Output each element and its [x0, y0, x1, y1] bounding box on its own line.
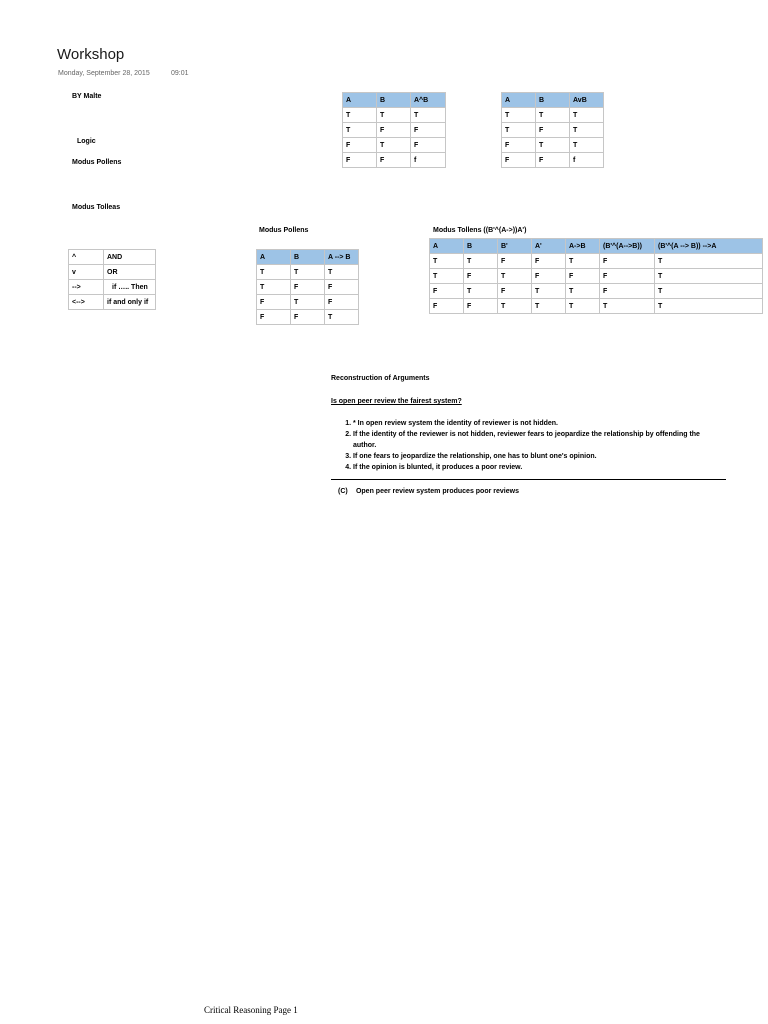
table-cell: T: [464, 284, 498, 299]
table-row: [69, 265, 156, 280]
table-row: [257, 265, 359, 280]
table-cell: T: [570, 138, 604, 153]
header-cell: A --> B: [325, 250, 359, 265]
table-cell: F: [536, 153, 570, 168]
header-cell: A^B: [411, 93, 446, 108]
header-cell: B': [498, 239, 532, 254]
table-cell: F: [430, 284, 464, 299]
operator-meaning: OR: [104, 265, 156, 280]
table-row: [343, 153, 446, 168]
operator-symbol: v: [69, 265, 104, 280]
table-cell: F: [464, 269, 498, 284]
table-cell: T: [566, 299, 600, 314]
header-cell: (B'^(A-->B)): [600, 239, 655, 254]
table-cell: T: [536, 138, 570, 153]
table-cell: F: [600, 269, 655, 284]
table-row: [430, 299, 763, 314]
table-header-row: [343, 93, 446, 108]
header-cell: A: [502, 93, 536, 108]
table-cell: F: [532, 269, 566, 284]
table-cell: T: [257, 280, 291, 295]
premise-list: [331, 418, 713, 473]
header-cell: B: [464, 239, 498, 254]
page-time: 09:01: [171, 70, 189, 77]
modus-tollens-table: [429, 238, 763, 314]
table-row: [69, 250, 156, 265]
table-row: [257, 295, 359, 310]
table-cell: T: [570, 123, 604, 138]
table-cell: T: [502, 108, 536, 123]
table-row: [430, 254, 763, 269]
table-cell: F: [343, 153, 377, 168]
table-cell: T: [325, 265, 359, 280]
table-cell: T: [257, 265, 291, 280]
table-cell: T: [502, 123, 536, 138]
table-cell: F: [430, 299, 464, 314]
table-cell: F: [291, 310, 325, 325]
premise-item: 3. If one fears to jeopardize the relationship, one has to blunt one's opinion.: [353, 451, 713, 462]
table-row: [69, 280, 156, 295]
table-cell: T: [655, 269, 763, 284]
table-row: [343, 123, 446, 138]
table-row: [502, 153, 604, 168]
table-cell: T: [600, 299, 655, 314]
operator-symbol: <-->: [69, 295, 104, 310]
and-truth-table: [342, 92, 446, 168]
operator-meaning: if and only if: [104, 295, 156, 310]
table-row: [257, 280, 359, 295]
page-title: Workshop: [57, 46, 125, 63]
table-cell: F: [411, 138, 446, 153]
table-row: [343, 138, 446, 153]
header-cell: AvB: [570, 93, 604, 108]
author-label: BY Malte: [72, 93, 102, 100]
modus-tolleas-label: Modus Tolleas: [72, 204, 121, 211]
table-cell: T: [411, 108, 446, 123]
table-cell: T: [655, 299, 763, 314]
table-cell: f: [570, 153, 604, 168]
conclusion-divider: [331, 479, 726, 480]
table-row: [257, 310, 359, 325]
modus-pollens-table-label: Modus Pollens: [259, 227, 309, 234]
operator-symbol: -->: [69, 280, 104, 295]
operator-meaning: if ….. Then: [104, 280, 156, 295]
table-cell: F: [600, 254, 655, 269]
header-cell: A->B: [566, 239, 600, 254]
modus-pollens-table: [256, 249, 359, 325]
operators-table: [68, 249, 156, 310]
table-cell: T: [343, 123, 377, 138]
header-cell: B: [291, 250, 325, 265]
table-cell: T: [377, 108, 411, 123]
table-cell: T: [566, 284, 600, 299]
table-cell: F: [411, 123, 446, 138]
table-cell: T: [536, 108, 570, 123]
table-cell: F: [502, 153, 536, 168]
table-cell: T: [464, 254, 498, 269]
table-cell: F: [566, 269, 600, 284]
header-cell: A: [257, 250, 291, 265]
operator-symbol: ^: [69, 250, 104, 265]
conclusion-text: Open peer review system produces poor reviews: [355, 488, 519, 495]
table-row: [430, 284, 763, 299]
header-cell: (B'^(A --> B)) -->A: [655, 239, 763, 254]
table-cell: T: [532, 299, 566, 314]
table-cell: T: [566, 254, 600, 269]
table-cell: T: [377, 138, 411, 153]
table-row: [502, 138, 604, 153]
modus-pollens-label: Modus Pollens: [72, 159, 122, 166]
table-cell: F: [377, 153, 411, 168]
page-date: Monday, September 28, 2015: [58, 70, 150, 77]
premise-item: 2. If the identity of the reviewer is not hidden, reviewer fears to jeopardize the relationship by offending the author.: [353, 429, 713, 451]
table-cell: F: [600, 284, 655, 299]
table-cell: F: [325, 280, 359, 295]
table-cell: F: [257, 310, 291, 325]
table-cell: T: [570, 108, 604, 123]
table-cell: F: [257, 295, 291, 310]
premise-item: 4. If the opinion is blunted, it produces a poor review.: [353, 462, 713, 473]
operator-meaning: AND: [104, 250, 156, 265]
table-cell: F: [325, 295, 359, 310]
table-cell: T: [655, 254, 763, 269]
table-cell: T: [291, 295, 325, 310]
table-cell: F: [532, 254, 566, 269]
table-cell: T: [343, 108, 377, 123]
table-row: [343, 108, 446, 123]
header-cell: B: [377, 93, 411, 108]
header-cell: B: [536, 93, 570, 108]
logic-label: Logic: [77, 138, 96, 145]
argument-question: Is open peer review the fairest system?: [331, 398, 462, 405]
table-cell: T: [498, 269, 532, 284]
header-cell: A: [343, 93, 377, 108]
table-row: [69, 295, 156, 310]
table-cell: F: [536, 123, 570, 138]
table-cell: F: [464, 299, 498, 314]
table-header-row: [257, 250, 359, 265]
table-cell: F: [377, 123, 411, 138]
or-truth-table: [501, 92, 604, 168]
table-cell: T: [291, 265, 325, 280]
table-header-row: [502, 93, 604, 108]
conclusion-label: (C): [338, 488, 348, 495]
premise-item: 1. * In open review system the identity of reviewer is not hidden.: [353, 418, 713, 429]
page-footer: Critical Reasoning Page 1: [204, 1005, 298, 1015]
table-cell: T: [532, 284, 566, 299]
table-row: [430, 269, 763, 284]
header-cell: A': [532, 239, 566, 254]
table-cell: F: [502, 138, 536, 153]
table-row: [502, 108, 604, 123]
header-cell: A: [430, 239, 464, 254]
table-cell: F: [291, 280, 325, 295]
table-cell: T: [498, 299, 532, 314]
table-cell: T: [430, 269, 464, 284]
table-cell: F: [498, 254, 532, 269]
table-cell: F: [498, 284, 532, 299]
table-header-row: [430, 239, 763, 254]
table-row: [502, 123, 604, 138]
table-cell: F: [343, 138, 377, 153]
table-cell: T: [430, 254, 464, 269]
table-cell: T: [325, 310, 359, 325]
conclusion: [338, 488, 519, 495]
reconstruction-heading: Reconstruction of Arguments: [331, 375, 430, 382]
table-cell: T: [655, 284, 763, 299]
table-cell: f: [411, 153, 446, 168]
modus-tollens-table-label: Modus Tollens ((B'^(A->))A'): [433, 227, 527, 234]
